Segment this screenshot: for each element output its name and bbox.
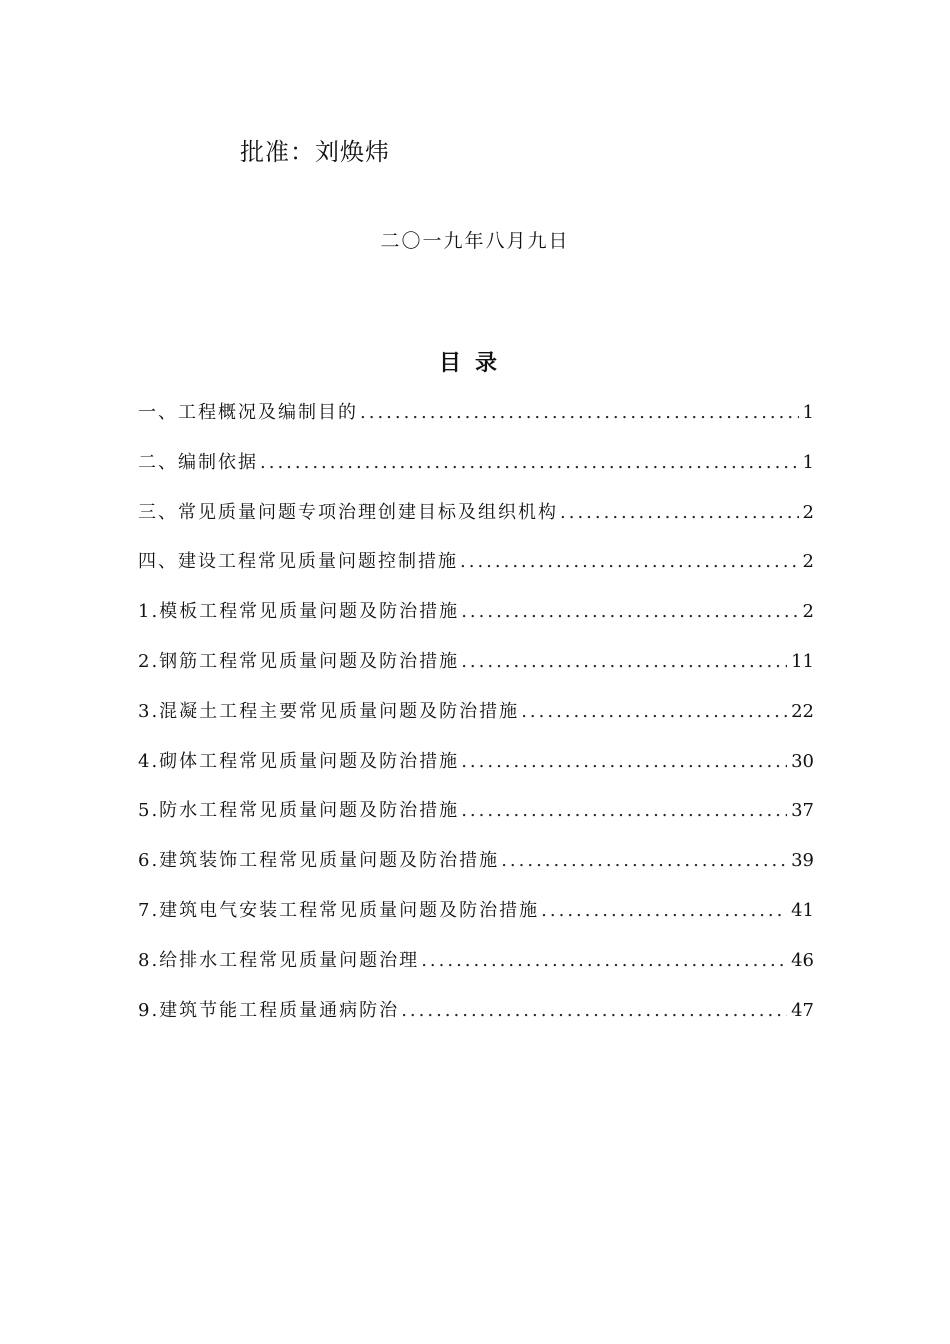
toc-entry-label: 1.模板工程常见质量问题及防治措施	[138, 601, 460, 623]
toc-entry[interactable]	[138, 796, 814, 846]
toc-leader-dots	[501, 850, 787, 871]
toc-leader-dots	[461, 601, 798, 622]
toc-entry-page: 41	[791, 899, 814, 921]
toc-entry-page: 2	[802, 551, 814, 573]
toc-entry[interactable]	[138, 747, 814, 797]
toc-entry-label: 三、常见质量问题专项治理创建目标及组织机构	[138, 501, 558, 523]
approval-line: 批准：刘焕炜	[240, 138, 390, 166]
toc-entry-page: 47	[791, 999, 814, 1021]
toc-entry-page: 22	[791, 700, 814, 722]
toc-entry[interactable]	[138, 398, 814, 448]
toc-entry-label: 5.防水工程常见质量问题及防治措施	[138, 800, 460, 822]
toc-entry-page: 30	[791, 750, 814, 772]
toc-title: 目录	[438, 351, 511, 376]
toc-leader-dots	[461, 651, 787, 672]
toc-entry-page: 2	[802, 601, 814, 623]
toc-leader-dots	[401, 1000, 787, 1021]
toc-entry-label: 2.钢筋工程常见质量问题及防治措施	[138, 650, 460, 672]
toc-entry-label: 四、建设工程常见质量问题控制措施	[138, 551, 458, 573]
toc-leader-dots	[560, 502, 799, 523]
toc-entry[interactable]	[138, 996, 814, 1046]
toc-entry[interactable]	[138, 597, 814, 647]
toc-entry-label: 一、工程概况及编制目的	[138, 402, 358, 423]
toc-entry[interactable]	[138, 647, 814, 697]
toc-entry-page: 1	[802, 402, 814, 423]
toc-entry-label: 8.给排水工程常见质量问题治理	[138, 949, 420, 971]
toc-leader-dots	[521, 701, 787, 722]
toc-leader-dots	[461, 751, 787, 772]
toc-leader-dots	[460, 551, 799, 572]
toc-entry[interactable]	[138, 448, 814, 498]
toc-leader-dots	[360, 402, 799, 423]
toc-leader-dots	[260, 452, 799, 473]
toc-entry[interactable]	[138, 498, 814, 548]
toc-entry[interactable]	[138, 846, 814, 896]
toc-leader-dots	[461, 800, 787, 821]
document-date: 二〇一九年八月九日	[380, 230, 570, 252]
toc-entry-label: 6.建筑装饰工程常见质量问题及防治措施	[138, 850, 500, 872]
toc-entry-page: 1	[802, 451, 814, 473]
toc-entry-label: 3.混凝土工程主要常见质量问题及防治措施	[138, 700, 520, 722]
toc-leader-dots	[541, 900, 787, 921]
toc-entry-label: 7.建筑电气安装工程常见质量问题及防治措施	[138, 899, 540, 921]
toc-entry[interactable]	[138, 896, 814, 946]
toc-leader-dots	[421, 950, 787, 971]
toc-entry[interactable]	[138, 697, 814, 747]
toc-entry-page: 46	[791, 949, 814, 971]
toc-entry-page: 37	[791, 800, 814, 822]
toc-entry-page: 2	[802, 501, 814, 523]
toc-entry-page: 11	[791, 650, 814, 672]
toc-entry-label: 9.建筑节能工程质量通病防治	[138, 999, 400, 1021]
toc-entry-label: 二、编制依据	[138, 451, 258, 473]
toc-entry-label: 4.砌体工程常见质量问题及防治措施	[138, 750, 460, 772]
toc-entry-page: 39	[791, 850, 814, 872]
table-of-contents	[138, 398, 814, 1045]
toc-entry[interactable]	[138, 547, 814, 597]
toc-entry[interactable]	[138, 946, 814, 996]
